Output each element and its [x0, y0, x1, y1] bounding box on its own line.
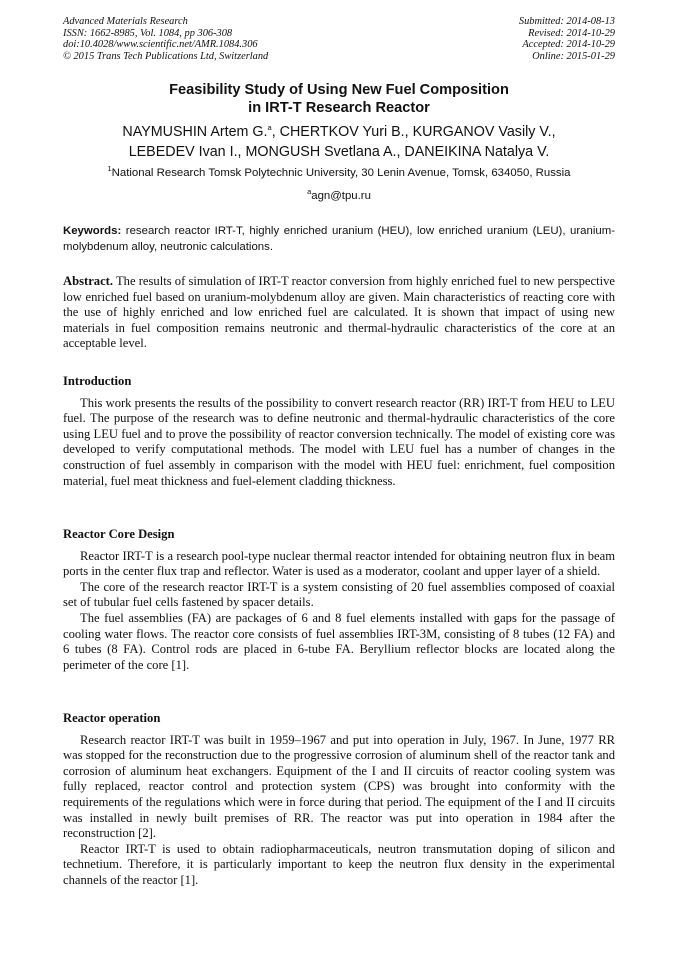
affiliation-sup: 1: [107, 164, 112, 174]
keywords-label: Keywords:: [63, 225, 122, 237]
authors: [40, 123, 638, 162]
section-reactor-core-design: [63, 527, 615, 673]
email-text[interactable]: agn@tpu.ru: [311, 190, 371, 202]
email-sup: a: [307, 187, 312, 197]
journal-copyright: © 2015 Trans Tech Publications Ltd, Switzerland: [63, 50, 269, 62]
affiliation: [40, 166, 638, 180]
journal-name: Advanced Materials Research: [63, 16, 188, 27]
author-first-sup: a: [267, 123, 272, 133]
authors-line-1: [40, 123, 638, 143]
title-line-1: Feasibility Study of Using New Fuel Composition: [169, 82, 509, 98]
section-introduction: [63, 374, 615, 489]
section-reactor-operation: [63, 711, 615, 889]
date-submitted: Submitted: 2014-08-13: [518, 16, 615, 27]
paragraph: Research reactor IRT-T was built in 1959–1967 and put into operation in July, 1967. In June, 1977 RR was stopped for the reconstruction due to the progressive corrosion of aluminum shell of the reactor tank and corrosion of aluminum heat exchangers. Equipment of the I and II circuits of reactor cooling system was fully replaced, reactor control and protection system (CPS) was brought into conformity with the requirements of the regulations which were in force during that period. The equipment of the I and II circuits was installed in newly built premises of RR. The reactor was put into operation in 1984 after the reconstruction [2].: [63, 732, 615, 841]
paragraph: The core of the research reactor IRT-T is a system consisting of 20 fuel assemblies composed of coaxial set of tubular fuel cells fastened by spacer details.: [63, 579, 615, 610]
dates-header: [519, 16, 615, 62]
keywords-text: research reactor IRT-T, highly enriched uranium (HEU), low enriched uranium (LEU), uranium-molybdenum alloy, neutronic calculations.: [63, 225, 615, 253]
abstract-text: The results of simulation of IRT-T reactor conversion from highly enriched fuel to new perspective low enriched fuel based on uranium-molybdenum alloy are given. Main characteristics of reacting core with the use of highly enriched and low enriched fuel are calculated. It is shown that impact of using new materials in fuel composition remains neutronic and thermal-hydraulic characteristics of the core at an acceptable level.: [63, 274, 615, 351]
paragraph: The fuel assemblies (FA) are packages of 6 and 8 fuel elements installed with gaps for the passage of cooling water flows. The reactor core consists of fuel assemblies IRT-3M, consisting of 8 tubes (12 FA) and 6 tubes (8 FA). Control rods are placed in 6-tube FA. Beryllium reflector blocks are located along the perimeter of the core [1].: [63, 610, 615, 672]
paragraph: Reactor IRT-T is a research pool-type nuclear thermal reactor intended for obtaining neutron flux in beam ports in the center flux trap and reflector. Water is used as a moderator, coolant and upper layer of a shield.: [63, 548, 615, 579]
title-line-2: in IRT-T Research Reactor: [248, 100, 430, 116]
paragraph: Reactor IRT-T is used to obtain radiopharmaceuticals, neutron transmutation doping of silicon and technetium. Therefore, it is particularly important to keep the neutron flux density in the experimental channels of the reactor [1].: [63, 841, 615, 887]
section-title: Reactor operation: [63, 711, 161, 725]
abstract: [63, 274, 615, 352]
date-online: Online: 2015-01-29: [532, 50, 615, 62]
date-revised: Revised: 2014-10-29: [528, 27, 615, 39]
author-email: [40, 189, 638, 203]
affiliation-text: National Research Tomsk Polytechnic University, 30 Lenin Avenue, Tomsk, 634050, Russia: [111, 167, 571, 179]
journal-doi: doi:10.4028/www.scientific.net/AMR.1084.306: [63, 39, 258, 51]
keywords: [63, 223, 615, 255]
author-first: NAYMUSHIN Artem G.: [122, 124, 268, 140]
paragraph: This work presents the results of the possibility to convert research reactor (RR) IRT-T from HEU to LEU fuel. The purpose of the research was to define neutronic and thermal-hydraulic characteristics of the core using LEU fuel and to prove the possibility of reactor conversion technically. The model of existing core was developed to verify computational methods. The model with LEU fuel has a number of changes in the construction of fuel assembly in comparison with the model with HEU fuel: enrichment, fuel composition material, fuel meat thickness and fuel-element cladding thickness.: [63, 395, 615, 488]
journal-header: [63, 16, 268, 62]
authors-line-2: LEBEDEV Ivan I., MONGUSH Svetlana A., DANEIKINA Natalya V.: [128, 143, 550, 160]
date-accepted: Accepted: 2014-10-29: [522, 39, 615, 51]
abstract-label: Abstract.: [63, 274, 114, 288]
authors-rest: , CHERTKOV Yuri B., KURGANOV Vasily V.,: [271, 124, 556, 140]
section-title: Reactor Core Design: [63, 527, 175, 541]
journal-issn: ISSN: 1662-8985, Vol. 1084, pp 306-308: [63, 27, 233, 39]
paper-title: [40, 81, 638, 117]
section-title: Introduction: [63, 374, 132, 388]
